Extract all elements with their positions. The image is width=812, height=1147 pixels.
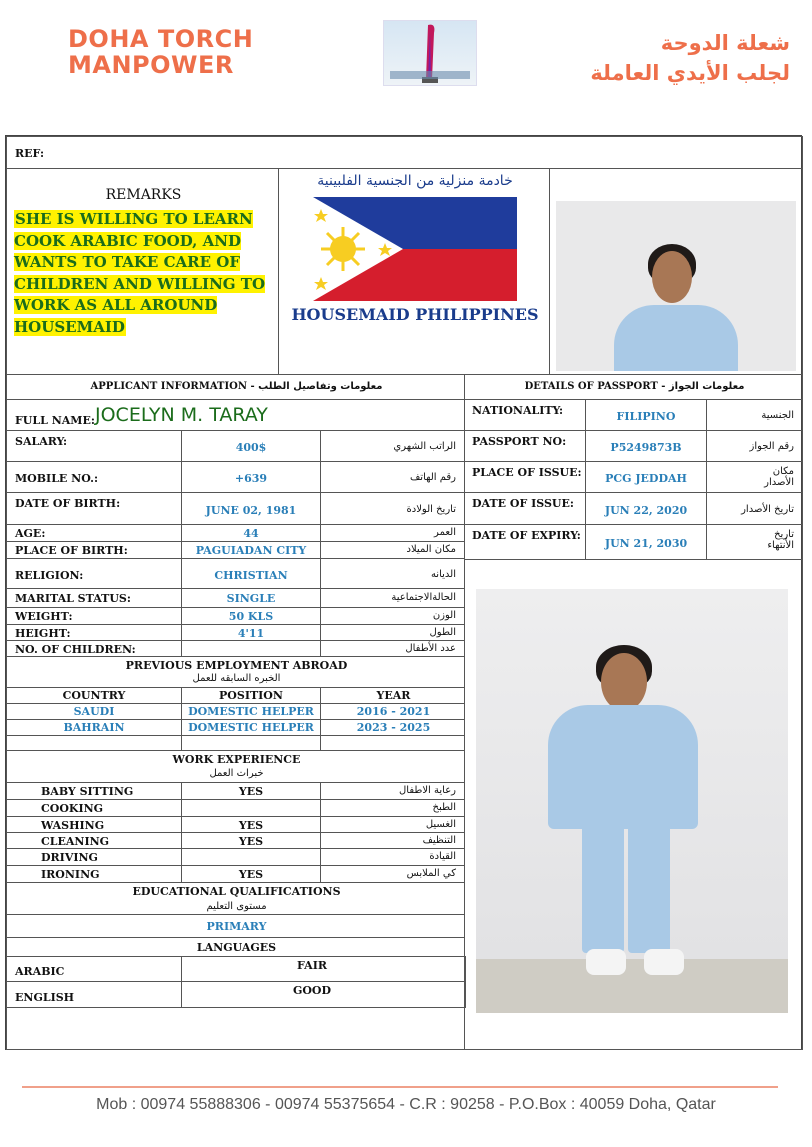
applicant-section-en: APPLICANT INFORMATION - [90,381,255,392]
footer-divider [22,1086,778,1088]
remarks-title: REMARKS [105,187,182,203]
flag-box [278,168,550,375]
passport-section-ar: معلومات الجواز [668,381,745,392]
passport-no-row [464,430,803,462]
empty-row [6,1007,465,1050]
languages-title: LANGUAGES [196,941,277,954]
languages-header [6,937,465,957]
remarks-text-wrap [14,209,272,338]
education-value: PRIMARY [206,920,267,933]
marital-value: SINGLE [226,592,276,605]
education-header [6,882,465,915]
nationality-row [464,399,803,431]
skill-row-washing [6,816,465,833]
language-label: ARABIC [15,965,65,978]
language-level: FAIR [297,959,327,972]
mobile-ar: رقم الهاتف [409,472,456,483]
employment-header-year: YEAR [376,689,411,702]
place-of-issue-value: PCG JEDDAH [605,472,687,485]
language-level: GOOD [292,984,332,997]
table-row [6,703,465,720]
skill-ar: رعاية الاطفال [399,785,456,796]
footer-contact: Mob : 00974 55888306 - 00974 55375654 - C.R : 90258 - P.O.Box : 40059 Doha, Qatar [96,1096,716,1113]
language-row-english [6,981,465,1008]
height-ar: الطول [429,627,456,638]
date-of-issue-row [464,492,803,525]
employment-header-country: COUNTRY [62,689,126,702]
company-name-ar [590,28,790,88]
nationality-label: NATIONALITY: [472,404,564,417]
company-name-ar-line1: شعلة الدوحة [660,31,790,55]
remarks-box [6,168,279,375]
torch-logo [383,20,477,86]
religion-row [6,558,465,589]
employment-position: DOMESTIC HELPER [188,705,314,718]
pob-label: PLACE OF BIRTH: [15,544,128,557]
language-row-arabic [6,956,465,982]
pob-value: PAGUIADAN CITY [195,544,307,557]
children-label: NO. OF CHILDREN: [15,643,136,656]
children-row [6,640,465,657]
dob-value: JUNE 02, 1981 [205,504,297,517]
age-value: 44 [243,527,259,540]
skill-row-baby-sitting [6,782,465,800]
weight-label: WEIGHT: [15,610,73,623]
mobile-value: +639 [234,472,268,485]
religion-value: CHRISTIAN [214,569,288,582]
salary-ar: الراتب الشهري [393,441,456,452]
nationality-ar: الجنسية [761,410,794,421]
employment-column-headers [6,687,465,704]
religion-label: RELIGION: [15,569,84,582]
place-of-issue-ar: مكان الأصدار [764,466,794,488]
full-name-label: FULL NAME: [15,414,95,427]
skill-label: DRIVING [41,851,98,864]
salary-label: SALARY: [15,435,68,448]
skill-value: YES [238,868,264,881]
applicant-section-header [6,374,465,400]
employment-year: 2023 - 2025 [356,721,431,734]
experience-title: WORK EXPERIENCE [172,753,301,766]
skill-value: YES [238,819,264,832]
salary-value: 400$ [235,441,267,454]
mobile-label: MOBILE NO.: [15,472,99,485]
height-row [6,624,465,641]
skill-ar: الغسيل [425,819,456,830]
full-name-value: JOCELYN M. TARAY [95,404,268,426]
employment-header [6,656,465,688]
skill-value: YES [238,835,264,848]
nationality-value: FILIPINO [616,410,676,423]
education-value-row [6,914,465,938]
passport-no-label: PASSPORT NO: [472,435,567,448]
passport-section-en: DETAILS OF PASSPORT - [524,381,666,392]
employment-country: BAHRAIN [63,721,125,734]
skill-ar: التنظيف [422,835,456,846]
dob-label: DATE OF BIRTH: [15,497,121,510]
skill-ar: كي الملابس [406,868,456,879]
employment-position: DOMESTIC HELPER [188,721,314,734]
age-ar: العمر [434,527,456,538]
children-ar: عدد الأطفال [405,643,456,654]
marital-row [6,588,465,608]
skill-label: COOKING [41,802,104,815]
weight-value: 50 KLS [228,610,274,623]
age-label: AGE: [15,527,46,540]
mobile-row [6,461,465,493]
height-label: HEIGHT: [15,627,71,640]
education-title-ar: مستوى التعليم [206,901,267,912]
skill-ar: القيادة [429,851,456,862]
flag-title-en: HOUSEMAID PHILIPPINES [291,305,539,324]
dob-row [6,492,465,525]
passport-no-value: P5249873B [610,441,682,454]
skill-value: YES [238,785,264,798]
cv-sheet [5,135,802,1050]
skill-label: BABY SITTING [41,785,134,798]
date-of-issue-value: JUN 22, 2020 [604,504,688,517]
ref-row [6,136,803,169]
portrait-box [549,168,803,375]
marital-label: MARITAL STATUS: [15,592,131,605]
place-of-issue-row [464,461,803,493]
remarks-text: SHE IS WILLING TO LEARN COOK ARABIC FOOD, AND WANTS TO TAKE CARE OF CHILDREN AND WILLING TO WORK AS ALL AROUND HOUSEMAID [14,210,266,336]
passport-section-header [464,374,803,400]
date-of-issue-ar: تاريخ الأصدار [741,504,794,515]
skill-row-driving [6,848,465,866]
flag-title-ar: خادمة منزلية من الجنسية الفلبينية [317,173,513,189]
skill-ar: الطبخ [432,802,456,813]
table-row-empty [6,735,465,751]
employment-year: 2016 - 2021 [356,705,431,718]
date-of-expiry-ar: تاريخ الأنتهاء [767,529,794,551]
age-row [6,524,465,542]
company-name-ar-line2: لجلب الأيدي العاملة [590,61,790,85]
pob-ar: مكان الميلاد [406,544,456,555]
company-name-en [68,26,253,78]
date-of-issue-label: DATE OF ISSUE: [472,497,574,510]
table-row [6,719,465,736]
experience-header [6,750,465,783]
applicant-section-ar: معلومات وتفاصيل الطلب [258,381,383,392]
passport-no-ar: رقم الجواز [749,441,794,452]
philippines-flag [313,197,517,301]
religion-ar: الديانه [430,569,456,580]
dob-ar: تاريخ الولادة [406,504,456,515]
photo-column-frame [464,559,803,1050]
height-value: 4'11 [237,627,265,640]
pob-row [6,541,465,559]
skill-row-cleaning [6,832,465,849]
weight-row [6,607,465,625]
employment-header-position: POSITION [219,689,283,702]
full-name-row [6,399,465,431]
skill-label: WASHING [41,819,105,832]
date-of-expiry-value: JUN 21, 2030 [604,537,688,550]
salary-row [6,430,465,462]
weight-ar: الوزن [432,610,456,621]
employment-title-ar: الخبره السابقه للعمل [192,673,281,684]
ref-label: REF: [15,147,45,160]
employment-country: SAUDI [73,705,115,718]
education-title: EDUCATIONAL QUALIFICATIONS [132,885,341,898]
skill-row-cooking [6,799,465,817]
company-name-line2: MANPOWER [68,51,234,79]
marital-ar: الحالةالاجتماعية [391,592,456,603]
skill-label: CLEANING [41,835,110,848]
place-of-issue-label: PLACE OF ISSUE: [472,466,582,479]
date-of-expiry-label: DATE OF EXPIRY: [472,529,581,542]
language-label: ENGLISH [15,991,75,1004]
portrait-photo [556,201,796,371]
experience-title-ar: خبرات العمل [209,768,264,779]
skill-row-ironing [6,865,465,883]
company-name-line1: DOHA TORCH [68,25,254,53]
skill-label: IRONING [41,868,100,881]
date-of-expiry-row [464,524,803,560]
employment-title: PREVIOUS EMPLOYMENT ABROAD [125,659,348,672]
